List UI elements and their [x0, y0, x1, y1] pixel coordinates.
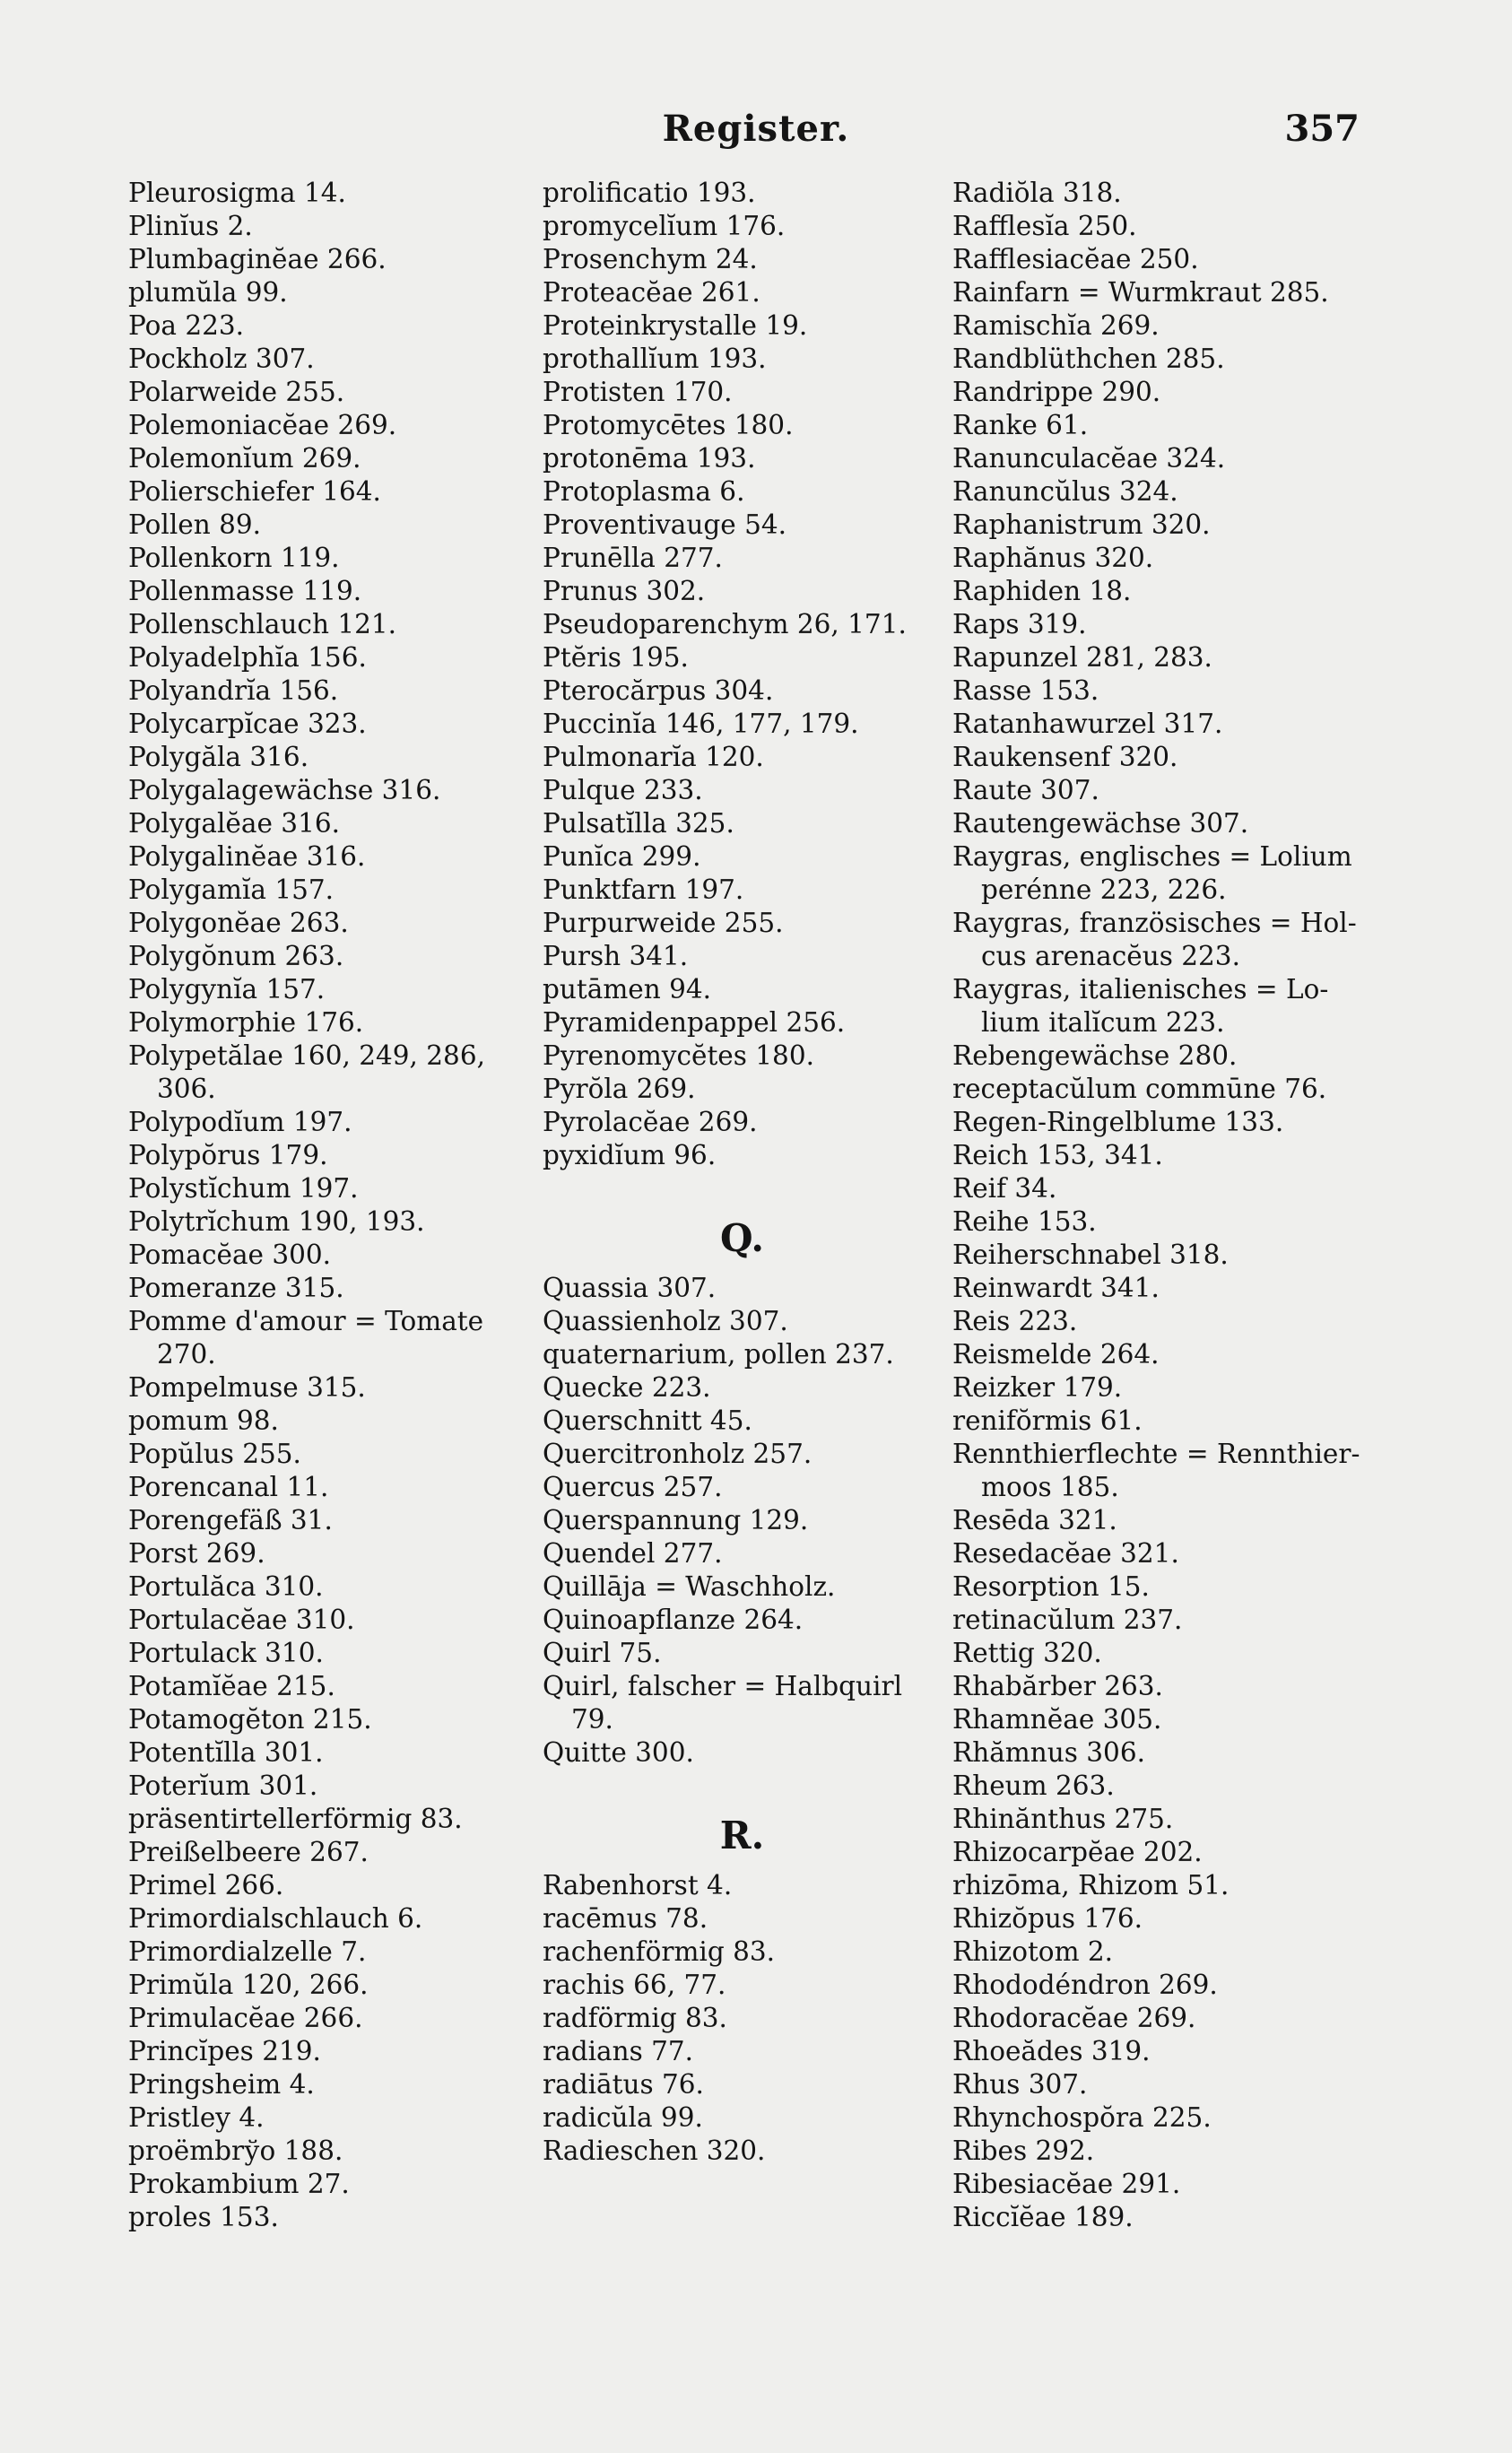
- index-entry: Reis 223.: [952, 1306, 1078, 1336]
- index-entry: rachis 66, 77.: [543, 1970, 726, 2000]
- index-entry: Pockholz 307.: [128, 344, 315, 374]
- spacer: [543, 1172, 942, 1205]
- index-entry: Portulacĕae 310.: [128, 1605, 355, 1635]
- index-entry: Pomme d'amour = Tomate: [128, 1306, 484, 1336]
- index-entry: Rhinănthus 275.: [952, 1804, 1174, 1834]
- index-entry: Poa 223.: [128, 310, 245, 341]
- index-entry: Rasse 153.: [952, 675, 1099, 706]
- index-entry: Prunus 302.: [543, 576, 706, 606]
- index-entry: Polemoniacĕae 269.: [128, 410, 397, 440]
- index-entry: Quillāja = Waschholz.: [543, 1571, 836, 1602]
- index-entry: Rabenhorst 4.: [543, 1870, 733, 1901]
- index-entry: Reinwardt 341.: [952, 1273, 1160, 1303]
- index-entry: Raygras, englisches = Lolium: [952, 841, 1352, 872]
- index-entry: proëmbrўo 188.: [128, 2136, 343, 2166]
- index-entry: Quercitronholz 257.: [543, 1439, 812, 1469]
- index-entry: Pursh 341.: [543, 941, 689, 971]
- index-entry: Proventivauge 54.: [543, 509, 787, 540]
- index-entry: promycelĭum 176.: [543, 211, 786, 241]
- index-entry: Rhoeădes 319.: [952, 2036, 1151, 2066]
- index-entry: Proteinkrystalle 19.: [543, 310, 808, 341]
- index-entry: prolificatio 193.: [543, 178, 756, 208]
- index-entry: Randblüthchen 285.: [952, 344, 1225, 374]
- index-entry: Quassienholz 307.: [543, 1306, 788, 1336]
- index-entry: Pulsatĭlla 325.: [543, 808, 734, 839]
- index-entry: Reihe 153.: [952, 1206, 1097, 1237]
- index-entry: Potamogĕton 215.: [128, 1704, 372, 1735]
- index-entry: Poterĭum 301.: [128, 1770, 318, 1801]
- index-entry: Raute 307.: [952, 775, 1099, 805]
- index-entry: Prokambium 27.: [128, 2169, 350, 2199]
- index-entry: Polarweide 255.: [128, 377, 345, 407]
- spacer: [543, 1770, 942, 1803]
- index-entry: Quitte 300.: [543, 1737, 694, 1768]
- index-entry: racēmus 78.: [543, 1903, 708, 1934]
- index-entry: Polypŏrus 179.: [128, 1140, 328, 1170]
- index-entry: Pompelmuse 315.: [128, 1372, 366, 1403]
- index-entry: Primel 266.: [128, 1870, 284, 1901]
- index-entry: Primŭla 120, 266.: [128, 1970, 369, 2000]
- index-entry: Quassia 307.: [543, 1273, 717, 1303]
- index-entry: Polygalĕae 316.: [128, 808, 340, 839]
- index-entry: Pomeranze 315.: [128, 1273, 344, 1303]
- index-entry: receptacŭlum commūne 76.: [952, 1074, 1327, 1104]
- index-entry: pomum 98.: [128, 1405, 279, 1436]
- index-entry: rhizōma, Rhizom 51.: [952, 1870, 1230, 1901]
- index-entry: radiātus 76.: [543, 2069, 704, 2100]
- index-entry: Ribes 292.: [952, 2136, 1095, 2166]
- index-entry: Polyadelphĭa 156.: [128, 642, 367, 673]
- index-entry: Ranunculacĕae 324.: [952, 443, 1226, 474]
- index-entry: Polycarpĭcae 323.: [128, 709, 367, 739]
- index-entry: Pringsheim 4.: [128, 2069, 315, 2100]
- index-entry: Raygras, französisches = Hol-: [952, 908, 1357, 938]
- index-entry: Potentĭlla 301.: [128, 1737, 324, 1768]
- index-entry: Rhabărber 263.: [952, 1671, 1163, 1701]
- index-entry: Quirl, falscher = Halbquirl: [543, 1671, 903, 1701]
- index-entry: Querschnitt 45.: [543, 1405, 752, 1436]
- entries-r: [543, 1869, 942, 2168]
- index-entry: Ranke 61.: [952, 410, 1089, 440]
- index-entry: Polemonĭum 269.: [128, 443, 361, 474]
- index-entry: Pollenschlauch 121.: [128, 609, 397, 639]
- index-entry: Portulack 310.: [128, 1638, 324, 1668]
- index-entry: Ranuncŭlus 324.: [952, 476, 1178, 507]
- index-entry: Pulmonarĭa 120.: [543, 742, 764, 772]
- index-entry: Rhizocarpĕae 202.: [952, 1837, 1203, 1867]
- index-entry: Reizker 179.: [952, 1372, 1123, 1403]
- index-entry: Pyrenomycĕtes 180.: [543, 1040, 814, 1071]
- index-entry: Punktfarn 197.: [543, 874, 744, 905]
- index-entry: Popŭlus 255.: [128, 1439, 301, 1469]
- index-entry: Polygalagewächse 316.: [128, 775, 441, 805]
- index-entry: lium italĭcum 223.: [981, 1007, 1225, 1038]
- index-entry: Quendel 277.: [543, 1538, 723, 1569]
- index-entry: pyxidĭum 96.: [543, 1140, 717, 1170]
- index-entry: Prosenchym 24.: [543, 244, 758, 274]
- index-entry: Pulque 233.: [543, 775, 703, 805]
- page-header: [0, 108, 1512, 161]
- index-entry: perénne 223, 226.: [981, 874, 1227, 905]
- index-entry: Ptĕris 195.: [543, 642, 689, 673]
- index-entry: Rhămnus 306.: [952, 1737, 1145, 1768]
- index-entry: prothallĭum 193.: [543, 344, 767, 374]
- index-entry: Porst 269.: [128, 1538, 265, 1569]
- index-entry: Polygamĭa 157.: [128, 874, 335, 905]
- index-entry: Primulacĕae 266.: [128, 2003, 363, 2033]
- index-entry: Rhizŏpus 176.: [952, 1903, 1143, 1934]
- index-entry: Polypetălae 160, 249, 286,: [128, 1040, 485, 1071]
- index-entry: quaternarium, pollen 237.: [543, 1339, 894, 1370]
- running-title: Register.: [662, 108, 850, 150]
- index-entry: Protoplasma 6.: [543, 476, 745, 507]
- index-entry: Porengefäß 31.: [128, 1505, 333, 1535]
- index-entry: Polymorphie 176.: [128, 1007, 364, 1038]
- index-entry: Ramischĭa 269.: [952, 310, 1160, 341]
- index-entry: Quirl 75.: [543, 1638, 662, 1668]
- index-entry: Rhododéndron 269.: [952, 1970, 1218, 2000]
- index-entry: protonēma 193.: [543, 443, 756, 474]
- index-entry: präsentirtellerförmig 83.: [128, 1804, 463, 1834]
- index-entry: Regen-Ringelblume 133.: [952, 1107, 1284, 1137]
- index-entry: Raygras, italienisches = Lo-: [952, 974, 1329, 1005]
- index-entry: Raphănus 320.: [952, 543, 1154, 573]
- index-entry: Quinoapflanze 264.: [543, 1605, 804, 1635]
- index-entry: Rafflesĭa 250.: [952, 211, 1137, 241]
- index-entry: Prunēlla 277.: [543, 543, 723, 573]
- index-entry: Rettig 320.: [952, 1638, 1102, 1668]
- index-entry: Rainfarn = Wurmkraut 285.: [952, 277, 1329, 308]
- index-column-3: [952, 177, 1378, 2234]
- index-entry: Pseudoparenchym 26, 171.: [543, 609, 907, 639]
- index-entry: Portulăca 310.: [128, 1571, 324, 1602]
- index-entry: 79.: [571, 1704, 613, 1735]
- index-entry: Quecke 223.: [543, 1372, 711, 1403]
- index-entry: Purpurweide 255.: [543, 908, 784, 938]
- index-entry: 270.: [157, 1339, 216, 1370]
- index-entry: Radieschen 320.: [543, 2136, 766, 2166]
- index-entry: Polyandrĭa 156.: [128, 675, 339, 706]
- index-entry: radförmig 83.: [543, 2003, 727, 2033]
- index-entry: Ratanhawurzel 317.: [952, 709, 1223, 739]
- index-entry: Rhizotom 2.: [952, 1936, 1114, 1967]
- index-entry: Pleurosigma 14.: [128, 178, 346, 208]
- index-entry: Querspannung 129.: [543, 1505, 809, 1535]
- index-entry: Pollenkorn 119.: [128, 543, 340, 573]
- page-number: 357: [1284, 108, 1360, 150]
- index-entry: Raphiden 18.: [952, 576, 1132, 606]
- index-entry: Rautengewächse 307.: [952, 808, 1249, 839]
- index-entry: Rhynchospŏra 225.: [952, 2102, 1212, 2133]
- index-entry: Primordialschlauch 6.: [128, 1903, 423, 1934]
- index-entry: Punĭca 299.: [543, 841, 701, 872]
- index-entry: Pyrolacĕae 269.: [543, 1107, 758, 1137]
- index-entry: proles 153.: [128, 2202, 279, 2232]
- index-entry: Pristley 4.: [128, 2102, 265, 2133]
- index-entry: Primordialzelle 7.: [128, 1936, 367, 1967]
- index-entry: Polygăla 316.: [128, 742, 309, 772]
- index-entry: Polystĭchum 197.: [128, 1173, 359, 1204]
- section-letter-q: Q.: [719, 1216, 765, 1260]
- index-entry: Riccĭĕae 189.: [952, 2202, 1134, 2232]
- index-entry: Plinĭus 2.: [128, 211, 253, 241]
- index-entry: Rafflesiacĕae 250.: [952, 244, 1199, 274]
- index-entry: cus arenacĕus 223.: [981, 941, 1240, 971]
- index-entry: Polygonĕae 263.: [128, 908, 349, 938]
- index-entry: Raphanistrum 320.: [952, 509, 1211, 540]
- index-entry: Pterocărpus 304.: [543, 675, 774, 706]
- index-entry: moos 185.: [981, 1472, 1119, 1502]
- index-entry: Radiŏla 318.: [952, 178, 1122, 208]
- index-entry: Reich 153, 341.: [952, 1140, 1163, 1170]
- index-entry: Protisten 170.: [543, 377, 733, 407]
- index-entry: Pollen 89.: [128, 509, 262, 540]
- index-entry: Rhodoracĕae 269.: [952, 2003, 1196, 2033]
- index-entry: Polygalinĕae 316.: [128, 841, 366, 872]
- index-entry: Polierschiefer 164.: [128, 476, 381, 507]
- index-entry: Rennthierflechte = Rennthier-: [952, 1439, 1360, 1469]
- index-entry: renifŏrmis 61.: [952, 1405, 1143, 1436]
- index-entry: radians 77.: [543, 2036, 694, 2066]
- index-entry: 306.: [157, 1074, 216, 1104]
- index-entry: Polytrĭchum 190, 193.: [128, 1206, 425, 1237]
- index-entry: Rebengewächse 280.: [952, 1040, 1238, 1071]
- index-entry: Reiherschnabel 318.: [952, 1240, 1229, 1270]
- index-entry: Potamĭĕae 215.: [128, 1671, 335, 1701]
- entries-p-continued: [543, 177, 942, 1172]
- index-entry: Plumbaginĕae 266.: [128, 244, 387, 274]
- index-entry: Resēda 321.: [952, 1505, 1117, 1535]
- index-entry: putāmen 94.: [543, 974, 712, 1005]
- index-entry: Princĭpes 219.: [128, 2036, 321, 2066]
- index-entry: Pollenmasse 119.: [128, 576, 362, 606]
- index-entry: Raps 319.: [952, 609, 1087, 639]
- index-entry: Rhus 307.: [952, 2069, 1088, 2100]
- index-column-2: [543, 177, 942, 2168]
- index-entry: Preißelbeere 267.: [128, 1837, 369, 1867]
- index-entry: Polygynĭa 157.: [128, 974, 326, 1005]
- index-entry: Rapunzel 281, 283.: [952, 642, 1212, 673]
- index-entry: retinacŭlum 237.: [952, 1605, 1183, 1635]
- index-entry: radicŭla 99.: [543, 2102, 703, 2133]
- index-entry: Pomacĕae 300.: [128, 1240, 332, 1270]
- index-entry: Puccinĭa 146, 177, 179.: [543, 709, 859, 739]
- index-entry: Ribesiacĕae 291.: [952, 2169, 1181, 2199]
- index-entry: Rheum 263.: [952, 1770, 1115, 1801]
- index-entry: Resedacĕae 321.: [952, 1538, 1179, 1569]
- section-letter-r: R.: [719, 1814, 765, 1857]
- index-entry: Porencanal 11.: [128, 1472, 329, 1502]
- index-entry: Polypodĭum 197.: [128, 1107, 352, 1137]
- index-entry: Pyramidenpappel 256.: [543, 1007, 846, 1038]
- index-entry: Reif 34.: [952, 1173, 1057, 1204]
- index-entry: plumŭla 99.: [128, 277, 288, 308]
- entries-q: [543, 1272, 942, 1770]
- index-entry: Reismelde 264.: [952, 1339, 1160, 1370]
- index-column-1: [128, 177, 527, 2234]
- index-entry: Raukensenf 320.: [952, 742, 1178, 772]
- index-entry: Proteacĕae 261.: [543, 277, 760, 308]
- index-entry: Polygŏnum 263.: [128, 941, 344, 971]
- index-entry: rachenförmig 83.: [543, 1936, 776, 1967]
- index-entry: Rhamnĕae 305.: [952, 1704, 1162, 1735]
- index-entry: Quercus 257.: [543, 1472, 723, 1502]
- index-entry: Protomycētes 180.: [543, 410, 794, 440]
- index-entry: Resorption 15.: [952, 1571, 1150, 1602]
- index-entry: Randrippe 290.: [952, 377, 1161, 407]
- index-entry: Pyrŏla 269.: [543, 1074, 696, 1104]
